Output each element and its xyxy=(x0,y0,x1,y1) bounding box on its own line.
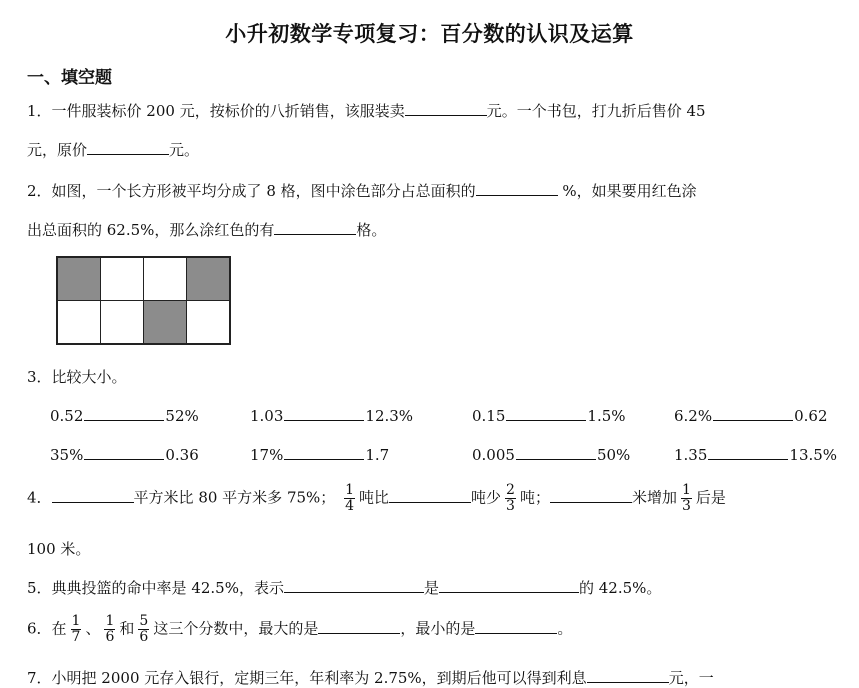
q6-text-d: 。 xyxy=(557,619,573,638)
compare-pair xyxy=(472,405,626,425)
compare-right: 0.36 xyxy=(165,446,199,464)
compare-pair xyxy=(250,405,413,425)
answer-blank[interactable] xyxy=(516,444,596,460)
answer-blank[interactable] xyxy=(550,487,632,503)
grid-cell xyxy=(58,301,101,344)
shaded-rectangle-grid xyxy=(56,256,231,345)
q4-text-h: 后是 xyxy=(695,488,726,507)
question-1-line-2 xyxy=(27,139,199,160)
compare-left: 1.03 xyxy=(250,407,284,425)
grid-cell xyxy=(144,258,187,301)
compare-left: 0.52 xyxy=(50,407,84,425)
fraction-denominator: 4 xyxy=(345,498,354,514)
compare-right: 12.3% xyxy=(365,407,414,425)
fraction-denominator: 3 xyxy=(681,498,691,514)
compare-pair xyxy=(250,444,389,464)
answer-blank[interactable] xyxy=(84,444,164,460)
q6-separator: 和 xyxy=(119,619,135,638)
fraction-numerator: 1 xyxy=(71,613,81,629)
grid-cell xyxy=(101,301,144,344)
question-5-line xyxy=(27,577,661,598)
q5-text-a: 5．典典投篮的命中率是 42.5%，表示 xyxy=(27,579,284,597)
compare-pair xyxy=(50,444,199,464)
fraction-denominator: 6 xyxy=(105,629,115,645)
grid-cell-shaded xyxy=(58,258,101,301)
answer-blank[interactable] xyxy=(439,577,579,593)
q4-text-c: 吨比 xyxy=(358,488,389,507)
answer-blank[interactable] xyxy=(506,405,586,421)
q6-separator: 、 xyxy=(85,619,101,638)
fraction-denominator: 3 xyxy=(506,498,515,514)
fraction xyxy=(681,483,692,514)
q6-text-a: 6．在 xyxy=(27,619,67,638)
q7-text: 7．小明把 2000 元存入银行，定期三年，年利率为 2.75%，到期后他可以得到利息 xyxy=(27,669,587,687)
answer-blank[interactable] xyxy=(708,444,788,460)
compare-right: 50% xyxy=(596,446,631,464)
answer-blank[interactable] xyxy=(52,487,134,503)
answer-blank[interactable] xyxy=(284,444,364,460)
answer-blank[interactable] xyxy=(87,139,169,155)
q2-text-d: 格。 xyxy=(356,221,387,239)
question-6-line xyxy=(27,614,572,645)
q2-text-a: 2．如图，一个长方形被平均分成了 8 格，图中涂色部分占总面积的 xyxy=(27,182,476,200)
compare-pair xyxy=(50,405,199,425)
fraction xyxy=(104,614,115,645)
answer-blank[interactable] xyxy=(587,667,669,683)
question-1-line-1 xyxy=(27,100,706,121)
question-2-line-1 xyxy=(27,180,697,201)
q4-text-e: 吨； xyxy=(519,488,550,507)
fraction-denominator: 7 xyxy=(71,629,81,645)
fraction-numerator: 1 xyxy=(681,482,691,498)
q4-text-a: 4． xyxy=(27,488,52,507)
fraction-numerator: 5 xyxy=(139,613,149,629)
page-title: 小升初数学专项复习：百分数的认识及运算 xyxy=(225,22,634,46)
q7-text-tail: 元，一 xyxy=(668,669,714,687)
compare-pair xyxy=(472,444,630,464)
q5-text-b: 是 xyxy=(423,579,439,597)
grid-cell-shaded xyxy=(144,301,187,344)
q6-text-b: 这三个分数中，最大的是 xyxy=(153,619,319,638)
question-7-line xyxy=(27,667,714,688)
fraction xyxy=(505,483,516,514)
answer-blank[interactable] xyxy=(713,405,793,421)
compare-left: 0.15 xyxy=(472,407,506,425)
answer-blank[interactable] xyxy=(318,618,400,634)
q1-text-c: 元，原价 xyxy=(27,141,88,159)
q1-text-b: 元。一个书包，打九折后售价 45 xyxy=(486,102,706,120)
q4-text-g: 米增加 xyxy=(631,488,677,507)
answer-blank[interactable] xyxy=(84,405,164,421)
grid-cell xyxy=(187,301,230,344)
answer-blank[interactable] xyxy=(389,487,471,503)
fraction-denominator: 6 xyxy=(139,629,149,645)
compare-left: 17% xyxy=(250,446,284,464)
grid-table xyxy=(57,257,230,344)
compare-right: 0.62 xyxy=(794,407,828,425)
question-3-label: 3．比较大小。 xyxy=(27,368,127,386)
compare-left: 1.35 xyxy=(674,446,708,464)
q2-text-b: %，如果要用红色涂 xyxy=(557,182,697,200)
compare-right: 13.5% xyxy=(789,446,838,464)
compare-right: 1.5% xyxy=(587,407,626,425)
question-4-line-1 xyxy=(27,483,726,514)
question-2-line-2 xyxy=(27,219,386,240)
q6-text-c: ，最小的是 xyxy=(400,619,476,638)
fraction-numerator: 2 xyxy=(506,482,515,498)
fraction xyxy=(138,614,149,645)
answer-blank[interactable] xyxy=(476,180,558,196)
grid-cell-shaded xyxy=(187,258,230,301)
answer-blank[interactable] xyxy=(475,618,557,634)
compare-right: 52% xyxy=(165,407,199,425)
answer-blank[interactable] xyxy=(274,219,356,235)
q1-text-d: 元。 xyxy=(169,141,200,159)
compare-pair xyxy=(674,444,837,464)
fraction-numerator: 1 xyxy=(345,482,354,498)
fraction-numerator: 1 xyxy=(105,613,115,629)
compare-right: 1.7 xyxy=(365,446,390,464)
q4-text-d: 吨少 xyxy=(471,488,502,507)
q2-text-c: 出总面积的 62.5%，那么涂红色的有 xyxy=(27,221,275,239)
answer-blank[interactable] xyxy=(284,405,364,421)
q1-text-a: 1．一件服装标价 200 元，按标价的八折销售，该服装卖 xyxy=(27,102,405,120)
section-heading: 一、填空题 xyxy=(27,68,112,88)
question-4-line-2: 100 米。 xyxy=(27,540,91,558)
answer-blank[interactable] xyxy=(284,577,424,593)
grid-cell xyxy=(101,258,144,301)
compare-left: 0.005 xyxy=(472,446,515,464)
fraction xyxy=(71,614,82,645)
q4-text-b: 平方米比 80 平方米多 75%； xyxy=(133,488,336,507)
compare-left: 35% xyxy=(50,446,84,464)
answer-blank[interactable] xyxy=(405,100,487,116)
compare-pair xyxy=(674,405,828,425)
q5-text-c: 的 42.5%。 xyxy=(578,579,662,597)
compare-left: 6.2% xyxy=(674,407,713,425)
fraction xyxy=(344,483,355,514)
